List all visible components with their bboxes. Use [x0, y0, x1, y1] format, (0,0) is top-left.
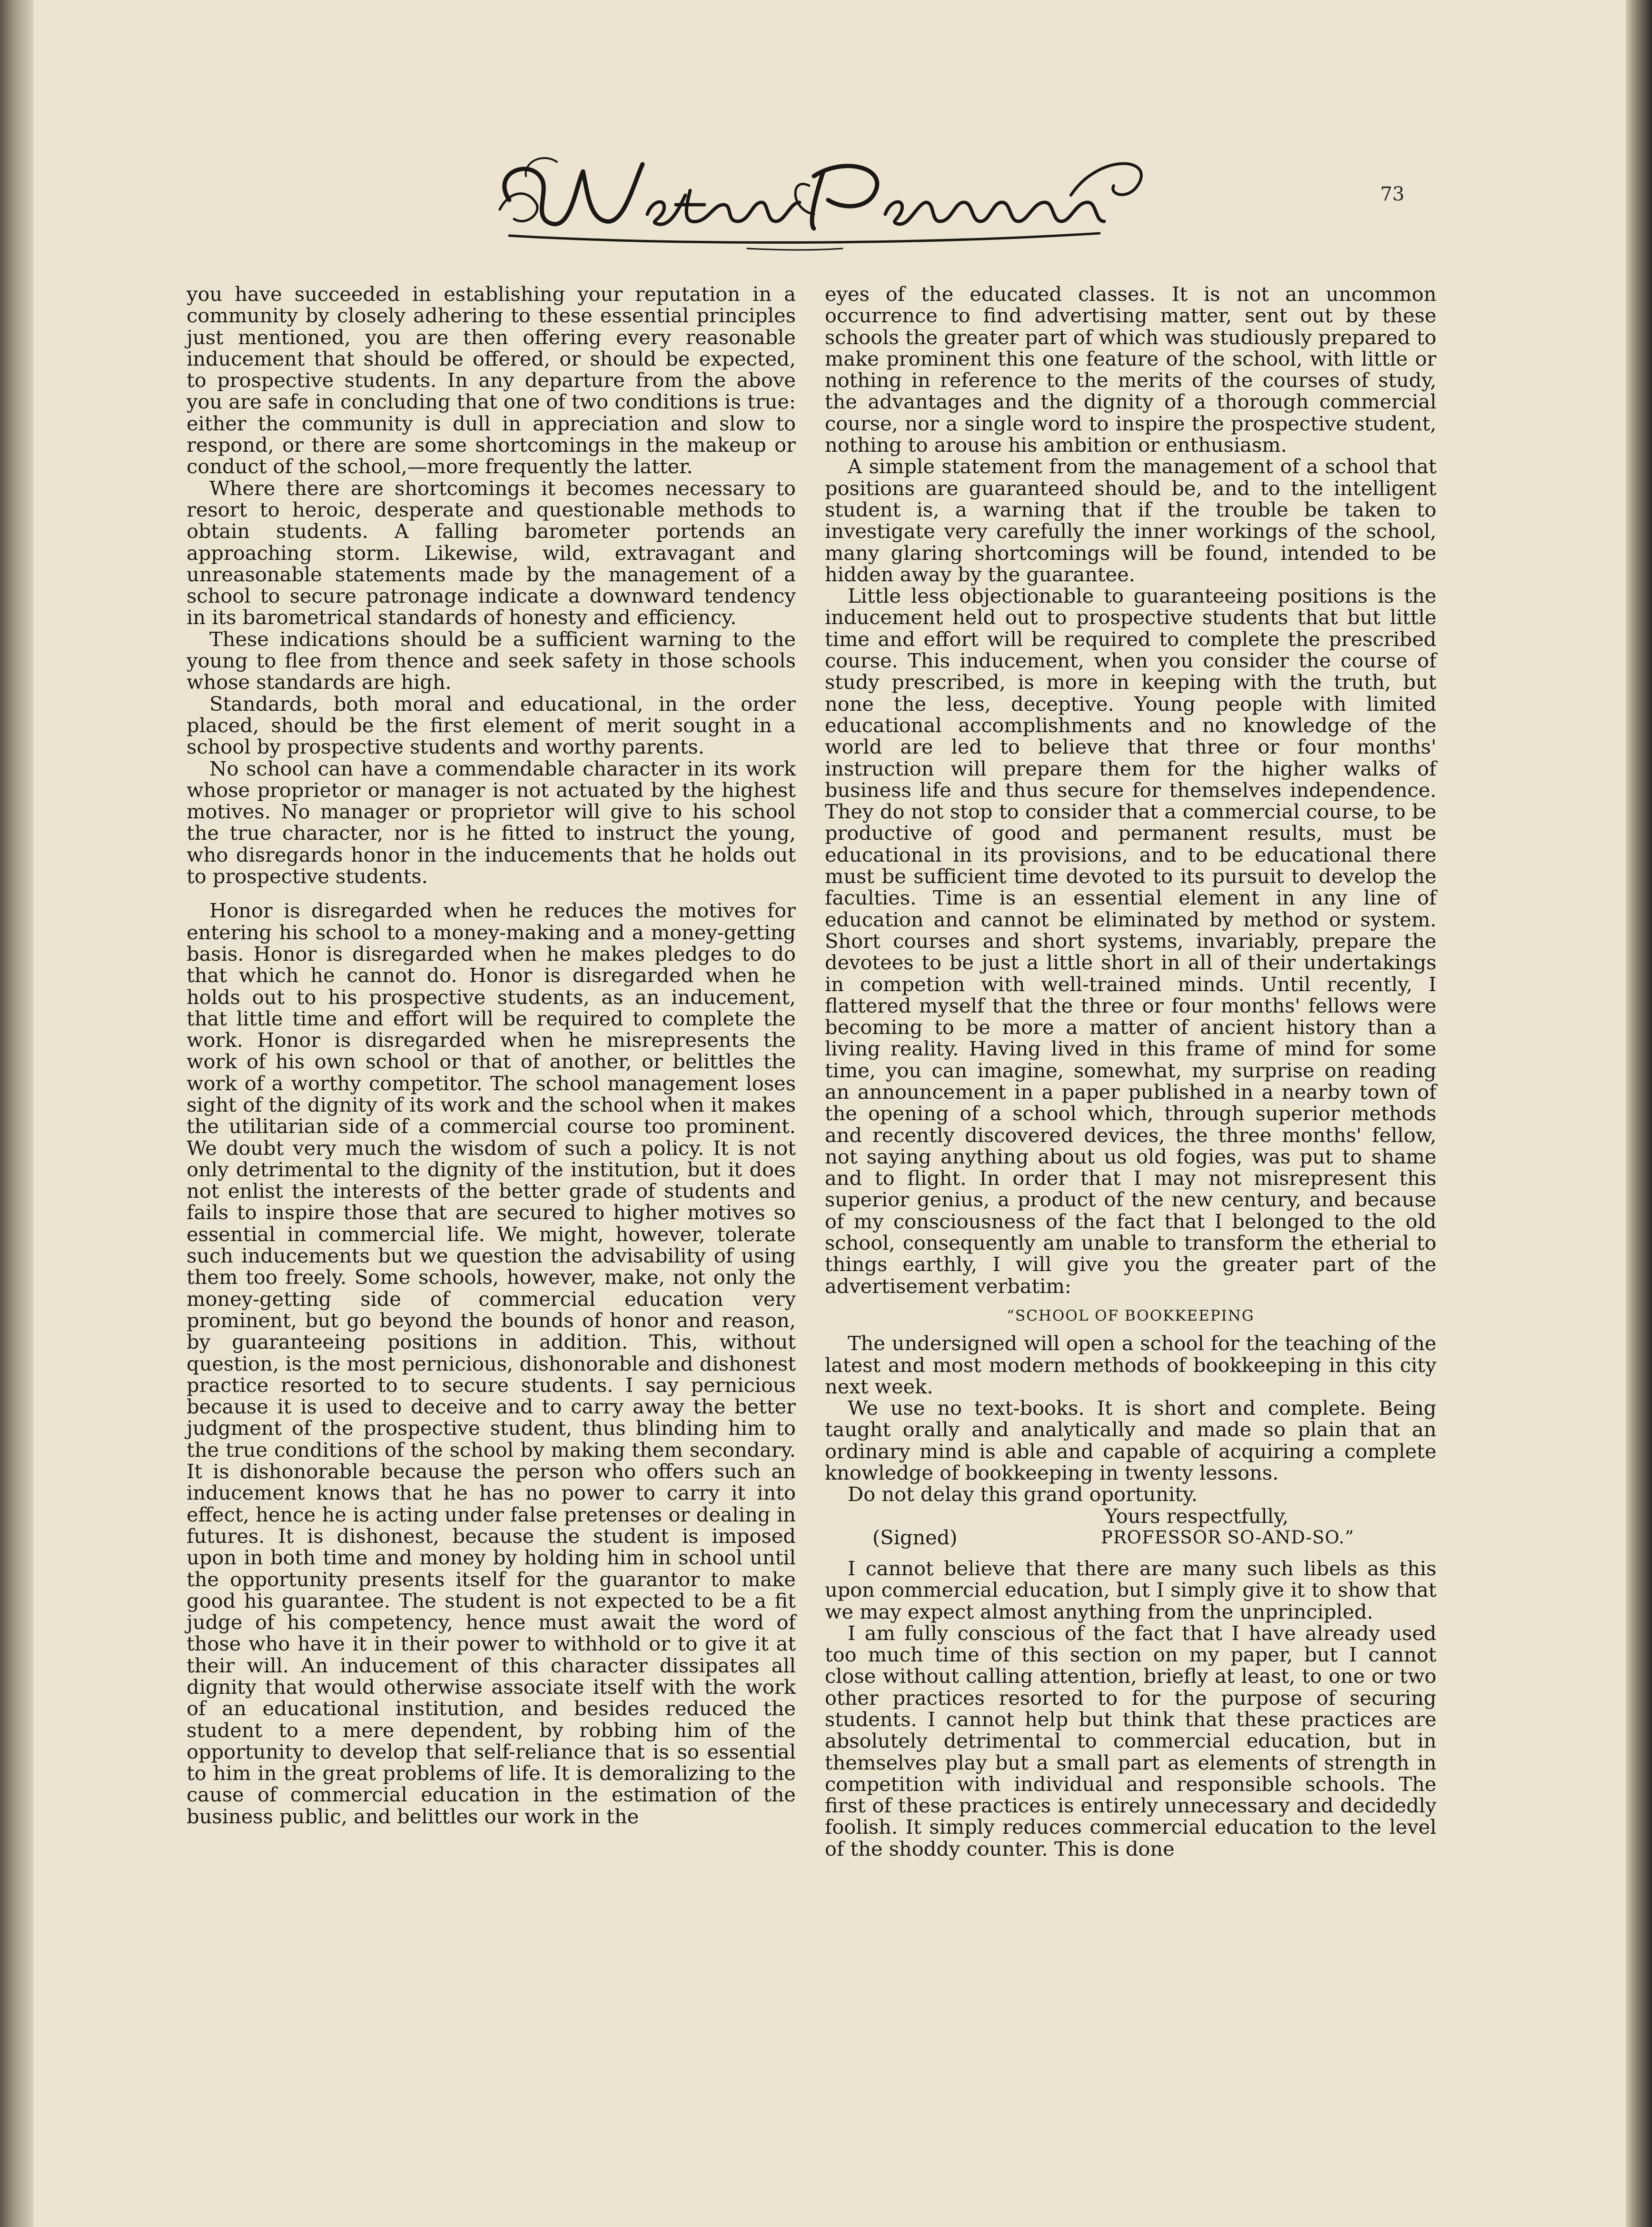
paragraph: These indications should be a sufficient warning to the young to flee from thence and seek safety in those schools whose standards are high.: [187, 627, 796, 694]
advertisement-paragraph: The undersigned will open a school for the teaching of the latest and most modern methods of bookkeeping in this city next week.: [825, 1332, 1436, 1398]
paragraph: Where there are shortcomings it becomes necessary to resort to heroic, desperate and questionable methods to obtain students. A falling barometer portends an approaching storm. Likewise, wild, extravagant and unreasonable statements made by the management of a school to secure patronage indicate a downward tendency in its barometrical standards of honesty and efficiency.: [187, 476, 796, 629]
paragraph: Honor is disregarded when he reduces the motives for entering his school to a money-making and a money-getting basis. Honor is disregarded when he makes pledges to do that which he cannot do. Honor is disregarded when he holds out to his prospective students, as an inducement, that little time and effort will be required to complete the work. Honor is disregarded when he misrepresents the work of his own school or that of another, or belittles the work of a worthy competitor. The school management loses sight of the dignity of its work and the school when it makes the utilitarian side of a commercial course too prominent. We doubt very much the wisdom of such a policy. It is not only detrimental to the dignity of the institution, but it does not enlist the interests of the better grade of students and fails to inspire those that are secured to higher motives so essential in commercial life. We might, however, tolerate such inducements but we question the advisability of using them too freely. Some schools, however, make, not only the money-getting side of commercial education very prominent, but go beyond the bounds of honor and reason, by guaranteeing positions in addition. This, without question, is the most pernicious, dishonorable and dishonest practice resorted to to secure students. I say pernicious because it is used to deceive and to carry away the better judgment of the prospective student, thus blinding him to the true conditions of the school by making them secondary. It is dishonorable because the person who offers such an inducement knows that he has no power to carry it into effect, hence he is acting under false pretenses or dealing in futures. It is dishonest, because the student is imposed upon in both time and money by holding him in school until the opportunity presents itself for the guarantor to make good his guarantee. The student is not expected to be a fit judge of his competency, hence must await the word of those who have it in their power to withhold or to give it at their will. An inducement of this character dissipates all dignity that would otherwise associate itself with the work of an educational institution, and besides reduced the student to a mere dependent, by robbing him of the opportunity to develop that self-reliance that is so essential to him in the great problems of life. It is demoralizing to the cause of commercial education in the estimation of the business public, and belittles our work in the: [187, 899, 796, 1828]
advertisement-paragraph: We use no text-books. It is short and complete. Being taught orally and analytically and made so plain that an ordinary mind is able and capable of acquiring a complete knowledge of bookkeeping in twenty lessons.: [825, 1396, 1436, 1485]
masthead-logo: [481, 143, 1157, 267]
left-column: [187, 283, 796, 1827]
advertisement-paragraph: Do not delay this grand oportunity.: [848, 1482, 1198, 1506]
paragraph: I cannot believe that there are many such libels as this upon commercial education, but I simply give it to show that we may expect almost anything from the unprincipled.: [825, 1556, 1436, 1623]
quoted-advertisement: [825, 1305, 1436, 1548]
advertisement-signature: PROFESSOR SO-AND-SO.”: [1101, 1527, 1355, 1548]
page-edge-shadow: [1626, 0, 1652, 2227]
advertisement-closing: Yours respectfully,: [1105, 1504, 1289, 1528]
paragraph: you have succeeded in establishing your reputation in a community by closely adhering to these essential principles just mentioned, you are then offering every reasonable inducement that should be offered, or should be expected, to prospective students. In any departure from the above you are safe in concluding that one of two conditions is true: either the community is dull in appreciation and slow to respond, or there are some shortcomings in the makeup or conduct of the school,—more frequently the latter.: [187, 282, 796, 478]
page-number: 73: [1380, 183, 1405, 205]
paragraph: Little less objectionable to guaranteeing positions is the inducement held out to prospective students that but little time and effort will be required to complete the prescribed course. This inducement, when you consider the course of study prescribed, is more in keeping with the truth, but none the less, deceptive. Young people with limited educational accomplishments and no knowledge of the world are led to believe that three or four months' instruction will prepare them for the higher walks of business life and thus secure for themselves independence. They do not stop to consider that a commercial course, to be productive of good and permanent results, must be educational in its provisions, and to be educational there must be sufficient time devoted to its pursuit to develop the faculties. Time is an essential element in any line of education and cannot be eliminated by method or system. Short courses and short systems, invariably, prepare the devotees to be just a little short in all of their undertakings in competion with well-trained minds. Until recently, I flattered myself that the three or four months' fellows were becoming to be more a matter of ancient history than a living reality. Having lived in this frame of mind for some time, you can imagine, somewhat, my surprise on reading an announcement in a paper published in a nearby town of the opening of a school which, through superior methods and recently discovered devices, the three months' fellow, not saying anything about us old fogies, was put to shame and to flight. In order that I may not misrepresent this superior genius, a product of the new century, and because of my consciousness of the fact that I belonged to the old school, consequently am unable to transform the etherial to things earthly, I will give you the greater part of the advertisement verbatim:: [825, 584, 1436, 1298]
book-spine-shadow: [0, 0, 33, 2227]
signed-label: (Signed): [872, 1525, 958, 1549]
paragraph: eyes of the educated classes. It is not an uncommon occurrence to find advertising matter, sent out by these schools the greater part of which was studiously prepared to make prominent this one feature of the school, with little or nothing in reference to the merits of the courses of study, the advantages and the dignity of a thorough commercial course, nor a single word to inspire the prospective student, nothing to arouse his ambition or enthusiasm.: [825, 282, 1436, 457]
paragraph: Standards, both moral and educational, in the order placed, should be the first element of merit sought in a school by prospective students and worthy parents.: [187, 692, 796, 759]
paragraph: I am fully conscious of the fact that I have already used too much time of this section on my paper, but I cannot close without calling attention, briefly at least, to one or two other practices resorted to for the purpose of securing students. I cannot help but think that these practices are absolutely detrimental to commercial education, but in themselves play but a small part as elements of strength in competition with individual and responsible schools. The first of these practices is entirely unnecessary and decidedly foolish. It simply reduces commercial education to the level of the shoddy counter. This is done: [825, 1621, 1436, 1860]
advertisement-signature-row: [825, 1527, 1436, 1548]
masthead-script-title: [481, 143, 1157, 267]
paragraph: A simple statement from the management of a school that positions are guaranteed should be, and to the intelligent student is, a warning that if the trouble be taken to investigate very carefully the inner workings of the school, many glaring shortcomings will be found, intended to be hidden away by the guarantee.: [825, 455, 1436, 586]
advertisement-heading: “SCHOOL OF BOOKKEEPING: [1007, 1307, 1255, 1324]
right-column: [825, 283, 1436, 1859]
paragraph: No school can have a commendable character in its work whose proprietor or manager is not actuated by the highest motives. No manager or proprietor will give to his school the true character, nor is he fitted to instruct the young, who disregards honor in the inducements that he holds out to prospective students.: [187, 756, 796, 888]
